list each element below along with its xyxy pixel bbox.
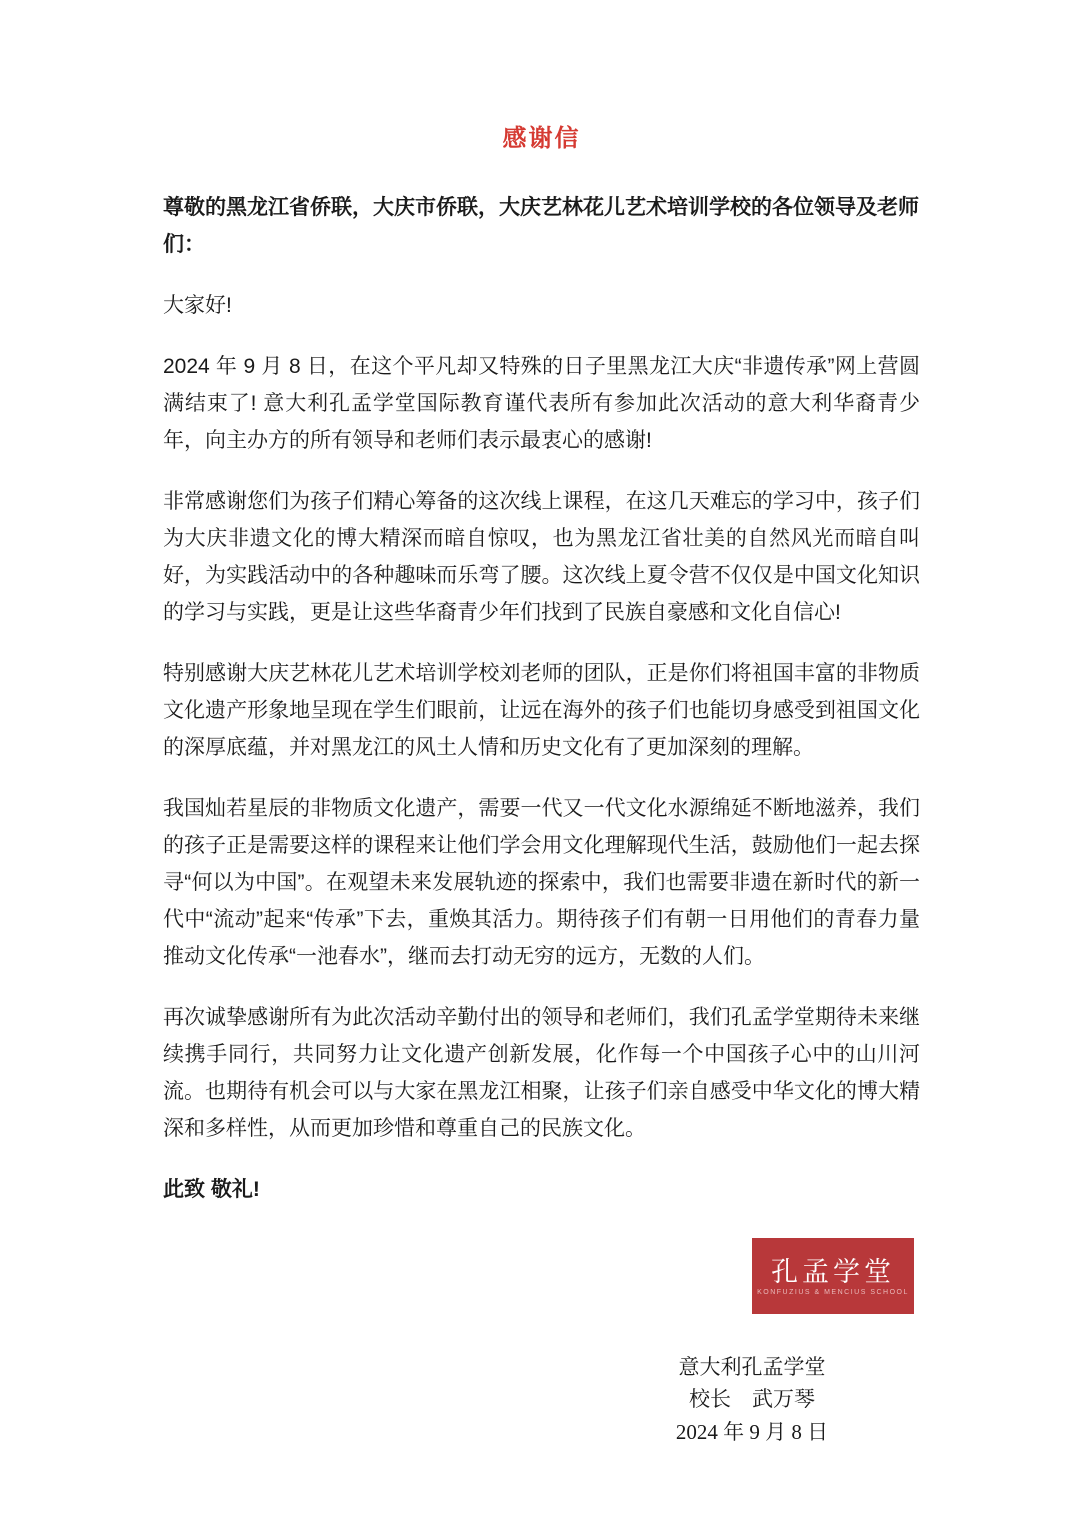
paragraph-2: 非常感谢您们为孩子们精心筹备的这次线上课程，在这几天难忘的学习中，孩子们为大庆非遗文化的博大精深而暗自惊叹，也为黑龙江省壮美的自然风光而暗自叫好，为实践活动中的各种趣味而乐弯了腰。这次线上夏令营不仅仅是中国文化知识的学习与实践，更是让这些华裔青少年们找到了民族自豪感和文化自信心! [163, 490, 920, 624]
salutation: 尊敬的黑龙江省侨联，大庆市侨联，大庆艺林花儿艺术培训学校的各位领导及老师们： [163, 196, 919, 256]
signature-role-name: 校长 武万琴 [689, 1388, 815, 1411]
signature-block [652, 1352, 852, 1448]
signature-date: 2024 年 9 月 8 日 [675, 1420, 829, 1444]
school-logo-name: 孔孟学堂 [771, 1256, 895, 1287]
signature-org: 意大利孔孟学堂 [678, 1356, 826, 1379]
letter-title: 感谢信 [502, 125, 581, 152]
paragraph-4: 我国灿若星辰的非物质文化遗产，需要一代又一代文化水源绵延不断地滋养，我们的孩子正是需要这样的课程来让他们学会用文化理解现代生活，鼓励他们一起去探寻“何以为中国”。在观望未来发展轨迹的探索中，我们也需要非遗在新时代的新一代中“流动”起来“传承”下去，重焕其活力。期待孩子们有朝一日用他们的青春力量推动文化传承“一池春水”，继而去打动无穷的远方，无数的人们。 [163, 797, 920, 968]
paragraph-1: 2024 年 9 月 8 日，在这个平凡却又特殊的日子里黑龙江大庆“非遗传承”网上营圆满结束了! 意大利孔孟学堂国际教育谨代表所有参加此次活动的意大利华裔青少年，向主办方的所有领导和老师们表示最衷心的感谢! [163, 355, 920, 452]
greeting: 大家好! [163, 294, 232, 317]
school-logo-subtitle: KONFUZIUS & MENCIUS SCHOOL [757, 1288, 909, 1296]
paragraph-5: 再次诚挚感谢所有为此次活动辛勤付出的领导和老师们，我们孔孟学堂期待未来继续携手同行，共同努力让文化遗产创新发展，化作每一个中国孩子心中的山川河流。也期待有机会可以与大家在黑龙江相聚，让孩子们亲自感受中华文化的博大精深和多样性，从而更加珍惜和尊重自己的民族文化。 [163, 1006, 920, 1140]
paragraph-3: 特别感谢大庆艺林花儿艺术培训学校刘老师的团队，正是你们将祖国丰富的非物质文化遗产形象地呈现在学生们眼前，让远在海外的孩子们也能切身感受到祖国文化的深厚底蕴，并对黑龙江的风土人情和历史文化有了更加深刻的理解。 [163, 662, 920, 759]
school-logo-stamp [752, 1238, 914, 1314]
closing-salute: 此致 敬礼! [163, 1178, 260, 1201]
